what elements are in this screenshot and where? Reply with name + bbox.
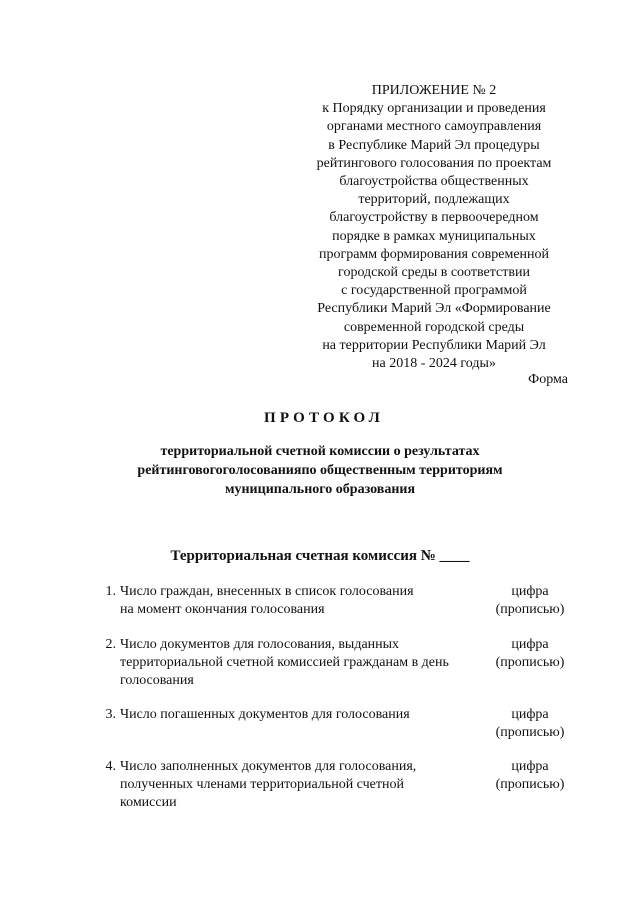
item-text-line: Число документов для голосования, выданных — [120, 637, 400, 652]
appendix-line: в Республике Марий Эл процедуры — [328, 137, 540, 153]
item-text-line: территориальной счетной комиссией гражданам в день — [120, 655, 449, 670]
item-text — [120, 706, 485, 724]
appendix-line: программ формирования современной — [318, 246, 550, 262]
item-hint-line: (прописью) — [495, 777, 565, 792]
item-hint-line: цифра — [511, 637, 549, 652]
appendix-line: порядке в рамках муниципальных — [332, 228, 536, 244]
appendix-line: к Порядку организации и проведения — [322, 101, 546, 117]
item-value-hint — [478, 636, 582, 672]
item-value-hint — [478, 583, 582, 619]
form-label: Форма — [528, 372, 568, 387]
item-hint-line: (прописью) — [495, 725, 565, 740]
appendix-line: территорий, подлежащих — [358, 192, 510, 208]
item-number: 2. — [105, 637, 116, 652]
item-hint-line: цифра — [511, 759, 549, 774]
item-text-line: Число погашенных документов для голосования — [120, 707, 410, 722]
item-value-hint — [478, 706, 582, 742]
item-text-line: Число заполненных документов для голосования, — [120, 759, 417, 774]
appendix-line: на территории Республики Марий Эл — [322, 337, 546, 353]
item-text — [120, 636, 485, 690]
item-hint-line: цифра — [511, 707, 549, 722]
appendix-line: современной городской среды — [343, 319, 525, 335]
appendix-line: Республики Марий Эл «Формирование — [317, 301, 551, 317]
appendix-line: городской среды в соответствии — [338, 265, 530, 281]
item-text-line: комиссии — [120, 795, 177, 810]
item-hint-line: цифра — [511, 584, 549, 599]
subtitle-line: муниципального образования — [224, 482, 416, 497]
appendix-line: рейтингового голосования по проектам — [316, 155, 552, 171]
appendix-line: с государственной программой — [341, 283, 527, 299]
item-number: 4. — [105, 759, 116, 774]
item-text-line: голосования — [120, 673, 194, 688]
item-number: 3. — [105, 707, 116, 722]
protocol-subtitle — [0, 442, 640, 499]
item-text — [120, 583, 485, 619]
appendix-block — [300, 82, 568, 373]
item-hint-line: (прописью) — [495, 602, 565, 617]
appendix-line: благоустройства общественных — [339, 174, 529, 190]
appendix-line: благоустройству в первоочередном — [329, 210, 539, 226]
appendix-line: на 2018 - 2024 годы» — [372, 356, 496, 372]
item-text — [120, 758, 485, 812]
protocol-title: ПРОТОКОЛ — [263, 410, 385, 426]
item-text-line: Число граждан, внесенных в список голосования — [120, 584, 414, 599]
item-text-line: на момент окончания голосования — [120, 602, 325, 617]
appendix-line: ПРИЛОЖЕНИЕ № 2 — [371, 83, 497, 98]
commission-label: Территориальная счетная комиссия № ____ — [170, 548, 470, 564]
appendix-line: органами местного самоуправления — [326, 119, 542, 135]
item-text-line: полученных членами территориальной счетной — [120, 777, 404, 792]
subtitle-line: рейтинговогоголосованияпо общественным территориям — [137, 463, 503, 478]
subtitle-line: территориальной счетной комиссии о результатах — [160, 444, 480, 459]
item-value-hint — [478, 758, 582, 794]
item-hint-line: (прописью) — [495, 655, 565, 670]
item-number: 1. — [105, 584, 116, 599]
